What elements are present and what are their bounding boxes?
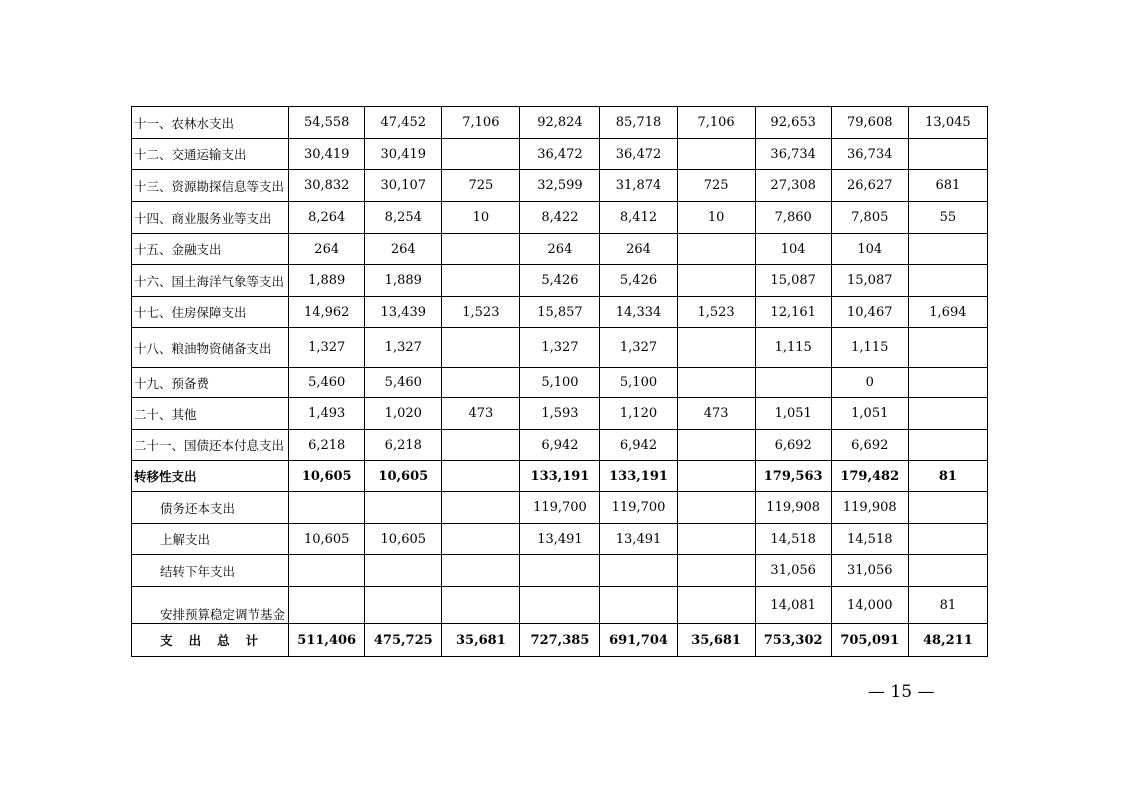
table-row: [132, 170, 988, 202]
cell-value: 35,681: [442, 624, 520, 657]
cell-value: 54,558: [289, 107, 365, 139]
cell-value: 6,692: [755, 430, 831, 461]
row-label: 上解支出: [132, 524, 289, 555]
cell-value: 26,627: [831, 170, 908, 202]
cell-value: 31,874: [600, 170, 677, 202]
cell-value: 119,700: [520, 492, 600, 524]
cell-value: 705,091: [831, 624, 908, 657]
cell-value: 13,045: [908, 107, 987, 139]
cell-value: 47,452: [365, 107, 442, 139]
cell-value: 264: [520, 234, 600, 265]
row-label: 支出总计: [132, 624, 289, 657]
cell-value: 5,100: [600, 368, 677, 398]
cell-value: 36,472: [520, 139, 600, 170]
cell-value: [442, 587, 520, 624]
cell-value: 1,694: [908, 297, 987, 328]
cell-value: 10,605: [365, 461, 442, 492]
cell-value: 7,106: [442, 107, 520, 139]
cell-value: 10: [677, 202, 755, 234]
cell-value: 48,211: [908, 624, 987, 657]
cell-value: 10,605: [289, 461, 365, 492]
table-row: [132, 234, 988, 265]
table-row: [132, 139, 988, 170]
cell-value: 30,107: [365, 170, 442, 202]
cell-value: 81: [908, 587, 987, 624]
cell-value: 6,218: [289, 430, 365, 461]
row-label: 二十一、国债还本付息支出: [132, 430, 289, 461]
cell-value: 15,857: [520, 297, 600, 328]
table-row: [132, 587, 988, 624]
table-row: [132, 202, 988, 234]
cell-value: 8,254: [365, 202, 442, 234]
row-label: 十九、预备费: [132, 368, 289, 398]
cell-value: 14,518: [755, 524, 831, 555]
cell-value: [677, 492, 755, 524]
row-label: 十六、国土海洋气象等支出: [132, 265, 289, 297]
table-row: [132, 555, 988, 587]
cell-value: 179,563: [755, 461, 831, 492]
cell-value: 15,087: [755, 265, 831, 297]
cell-value: 14,518: [831, 524, 908, 555]
table-row: [132, 624, 988, 657]
cell-value: 473: [677, 398, 755, 430]
cell-value: 1,115: [755, 328, 831, 368]
row-label: 十三、资源勘探信息等支出: [132, 170, 289, 202]
cell-value: 55: [908, 202, 987, 234]
table-row: [132, 265, 988, 297]
cell-value: [677, 368, 755, 398]
cell-value: [908, 555, 987, 587]
table-row: [132, 398, 988, 430]
cell-value: 133,191: [600, 461, 677, 492]
row-label: 十八、粮油物资储备支出: [132, 328, 289, 368]
cell-value: [677, 234, 755, 265]
cell-value: 6,942: [520, 430, 600, 461]
cell-value: 36,472: [600, 139, 677, 170]
cell-value: 36,734: [755, 139, 831, 170]
cell-value: 6,942: [600, 430, 677, 461]
cell-value: 1,327: [365, 328, 442, 368]
expenditure-table: [131, 106, 988, 657]
cell-value: [442, 234, 520, 265]
table-row: [132, 492, 988, 524]
cell-value: 30,419: [365, 139, 442, 170]
row-label: 十五、金融支出: [132, 234, 289, 265]
cell-value: 1,051: [755, 398, 831, 430]
cell-value: [442, 492, 520, 524]
table-row: [132, 524, 988, 555]
cell-value: 691,704: [600, 624, 677, 657]
cell-value: 1,115: [831, 328, 908, 368]
cell-value: 1,889: [365, 265, 442, 297]
cell-value: 8,422: [520, 202, 600, 234]
cell-value: 13,491: [520, 524, 600, 555]
cell-value: 179,482: [831, 461, 908, 492]
cell-value: [600, 587, 677, 624]
cell-value: 1,327: [520, 328, 600, 368]
cell-value: 8,264: [289, 202, 365, 234]
cell-value: 1,523: [442, 297, 520, 328]
cell-value: 1,020: [365, 398, 442, 430]
cell-value: 13,439: [365, 297, 442, 328]
cell-value: 5,426: [520, 265, 600, 297]
table-row: [132, 368, 988, 398]
cell-value: 5,100: [520, 368, 600, 398]
cell-value: 119,700: [600, 492, 677, 524]
cell-value: [908, 398, 987, 430]
cell-value: 10: [442, 202, 520, 234]
cell-value: [600, 555, 677, 587]
cell-value: 14,000: [831, 587, 908, 624]
cell-value: [677, 461, 755, 492]
cell-value: 1,889: [289, 265, 365, 297]
table-row: [132, 297, 988, 328]
cell-value: [289, 587, 365, 624]
cell-value: 681: [908, 170, 987, 202]
cell-value: 13,491: [600, 524, 677, 555]
cell-value: 725: [677, 170, 755, 202]
cell-value: 1,120: [600, 398, 677, 430]
cell-value: 5,460: [289, 368, 365, 398]
cell-value: 85,718: [600, 107, 677, 139]
cell-value: [442, 368, 520, 398]
cell-value: [442, 461, 520, 492]
cell-value: [442, 139, 520, 170]
cell-value: 1,327: [600, 328, 677, 368]
cell-value: [442, 524, 520, 555]
cell-value: 1,593: [520, 398, 600, 430]
cell-value: 10,605: [289, 524, 365, 555]
cell-value: [677, 430, 755, 461]
table-row: [132, 328, 988, 368]
row-label: 十七、住房保障支出: [132, 297, 289, 328]
cell-value: [908, 492, 987, 524]
cell-value: 27,308: [755, 170, 831, 202]
cell-value: 7,106: [677, 107, 755, 139]
row-label: 债务还本支出: [132, 492, 289, 524]
cell-value: [677, 139, 755, 170]
cell-value: [908, 328, 987, 368]
cell-value: 14,334: [600, 297, 677, 328]
cell-value: 119,908: [831, 492, 908, 524]
cell-value: [677, 524, 755, 555]
cell-value: 8,412: [600, 202, 677, 234]
cell-value: 133,191: [520, 461, 600, 492]
cell-value: [442, 328, 520, 368]
cell-value: [520, 587, 600, 624]
cell-value: 81: [908, 461, 987, 492]
row-label: 十一、农林水支出: [132, 107, 289, 139]
cell-value: 1,493: [289, 398, 365, 430]
cell-value: 104: [755, 234, 831, 265]
cell-value: 7,860: [755, 202, 831, 234]
cell-value: 92,653: [755, 107, 831, 139]
cell-value: 0: [831, 368, 908, 398]
cell-value: 32,599: [520, 170, 600, 202]
cell-value: 6,218: [365, 430, 442, 461]
table-row: [132, 107, 988, 139]
cell-value: 10,467: [831, 297, 908, 328]
cell-value: 36,734: [831, 139, 908, 170]
cell-value: 10,605: [365, 524, 442, 555]
cell-value: 30,832: [289, 170, 365, 202]
cell-value: [365, 587, 442, 624]
cell-value: 12,161: [755, 297, 831, 328]
cell-value: [677, 587, 755, 624]
cell-value: [365, 492, 442, 524]
cell-value: 119,908: [755, 492, 831, 524]
cell-value: 1,051: [831, 398, 908, 430]
cell-value: [520, 555, 600, 587]
cell-value: 35,681: [677, 624, 755, 657]
cell-value: 264: [289, 234, 365, 265]
row-label: 十二、交通运输支出: [132, 139, 289, 170]
table-row: [132, 461, 988, 492]
cell-value: 753,302: [755, 624, 831, 657]
cell-value: [908, 524, 987, 555]
cell-value: [908, 265, 987, 297]
cell-value: [442, 555, 520, 587]
row-label: 转移性支出: [132, 461, 289, 492]
page-number: — 15 —: [868, 682, 935, 702]
cell-value: [677, 328, 755, 368]
cell-value: 7,805: [831, 202, 908, 234]
cell-value: [442, 265, 520, 297]
cell-value: 725: [442, 170, 520, 202]
cell-value: 511,406: [289, 624, 365, 657]
row-label: 十四、商业服务业等支出: [132, 202, 289, 234]
cell-value: 104: [831, 234, 908, 265]
row-label: 安排预算稳定调节基金: [132, 587, 289, 624]
cell-value: 14,081: [755, 587, 831, 624]
cell-value: [442, 430, 520, 461]
cell-value: [908, 430, 987, 461]
cell-value: [755, 368, 831, 398]
cell-value: [908, 139, 987, 170]
cell-value: [289, 555, 365, 587]
cell-value: 5,460: [365, 368, 442, 398]
cell-value: 5,426: [600, 265, 677, 297]
cell-value: 15,087: [831, 265, 908, 297]
cell-value: 1,327: [289, 328, 365, 368]
cell-value: [365, 555, 442, 587]
cell-value: [677, 265, 755, 297]
cell-value: [908, 368, 987, 398]
cell-value: 1,523: [677, 297, 755, 328]
cell-value: 92,824: [520, 107, 600, 139]
cell-value: 30,419: [289, 139, 365, 170]
cell-value: [677, 555, 755, 587]
cell-value: 473: [442, 398, 520, 430]
cell-value: 79,608: [831, 107, 908, 139]
table-body: [132, 107, 988, 657]
cell-value: [289, 492, 365, 524]
cell-value: 14,962: [289, 297, 365, 328]
row-label: 二十、其他: [132, 398, 289, 430]
table-row: [132, 430, 988, 461]
row-label: 结转下年支出: [132, 555, 289, 587]
cell-value: [908, 234, 987, 265]
cell-value: 727,385: [520, 624, 600, 657]
cell-value: 475,725: [365, 624, 442, 657]
cell-value: 31,056: [831, 555, 908, 587]
cell-value: 264: [600, 234, 677, 265]
cell-value: 6,692: [831, 430, 908, 461]
cell-value: 264: [365, 234, 442, 265]
cell-value: 31,056: [755, 555, 831, 587]
